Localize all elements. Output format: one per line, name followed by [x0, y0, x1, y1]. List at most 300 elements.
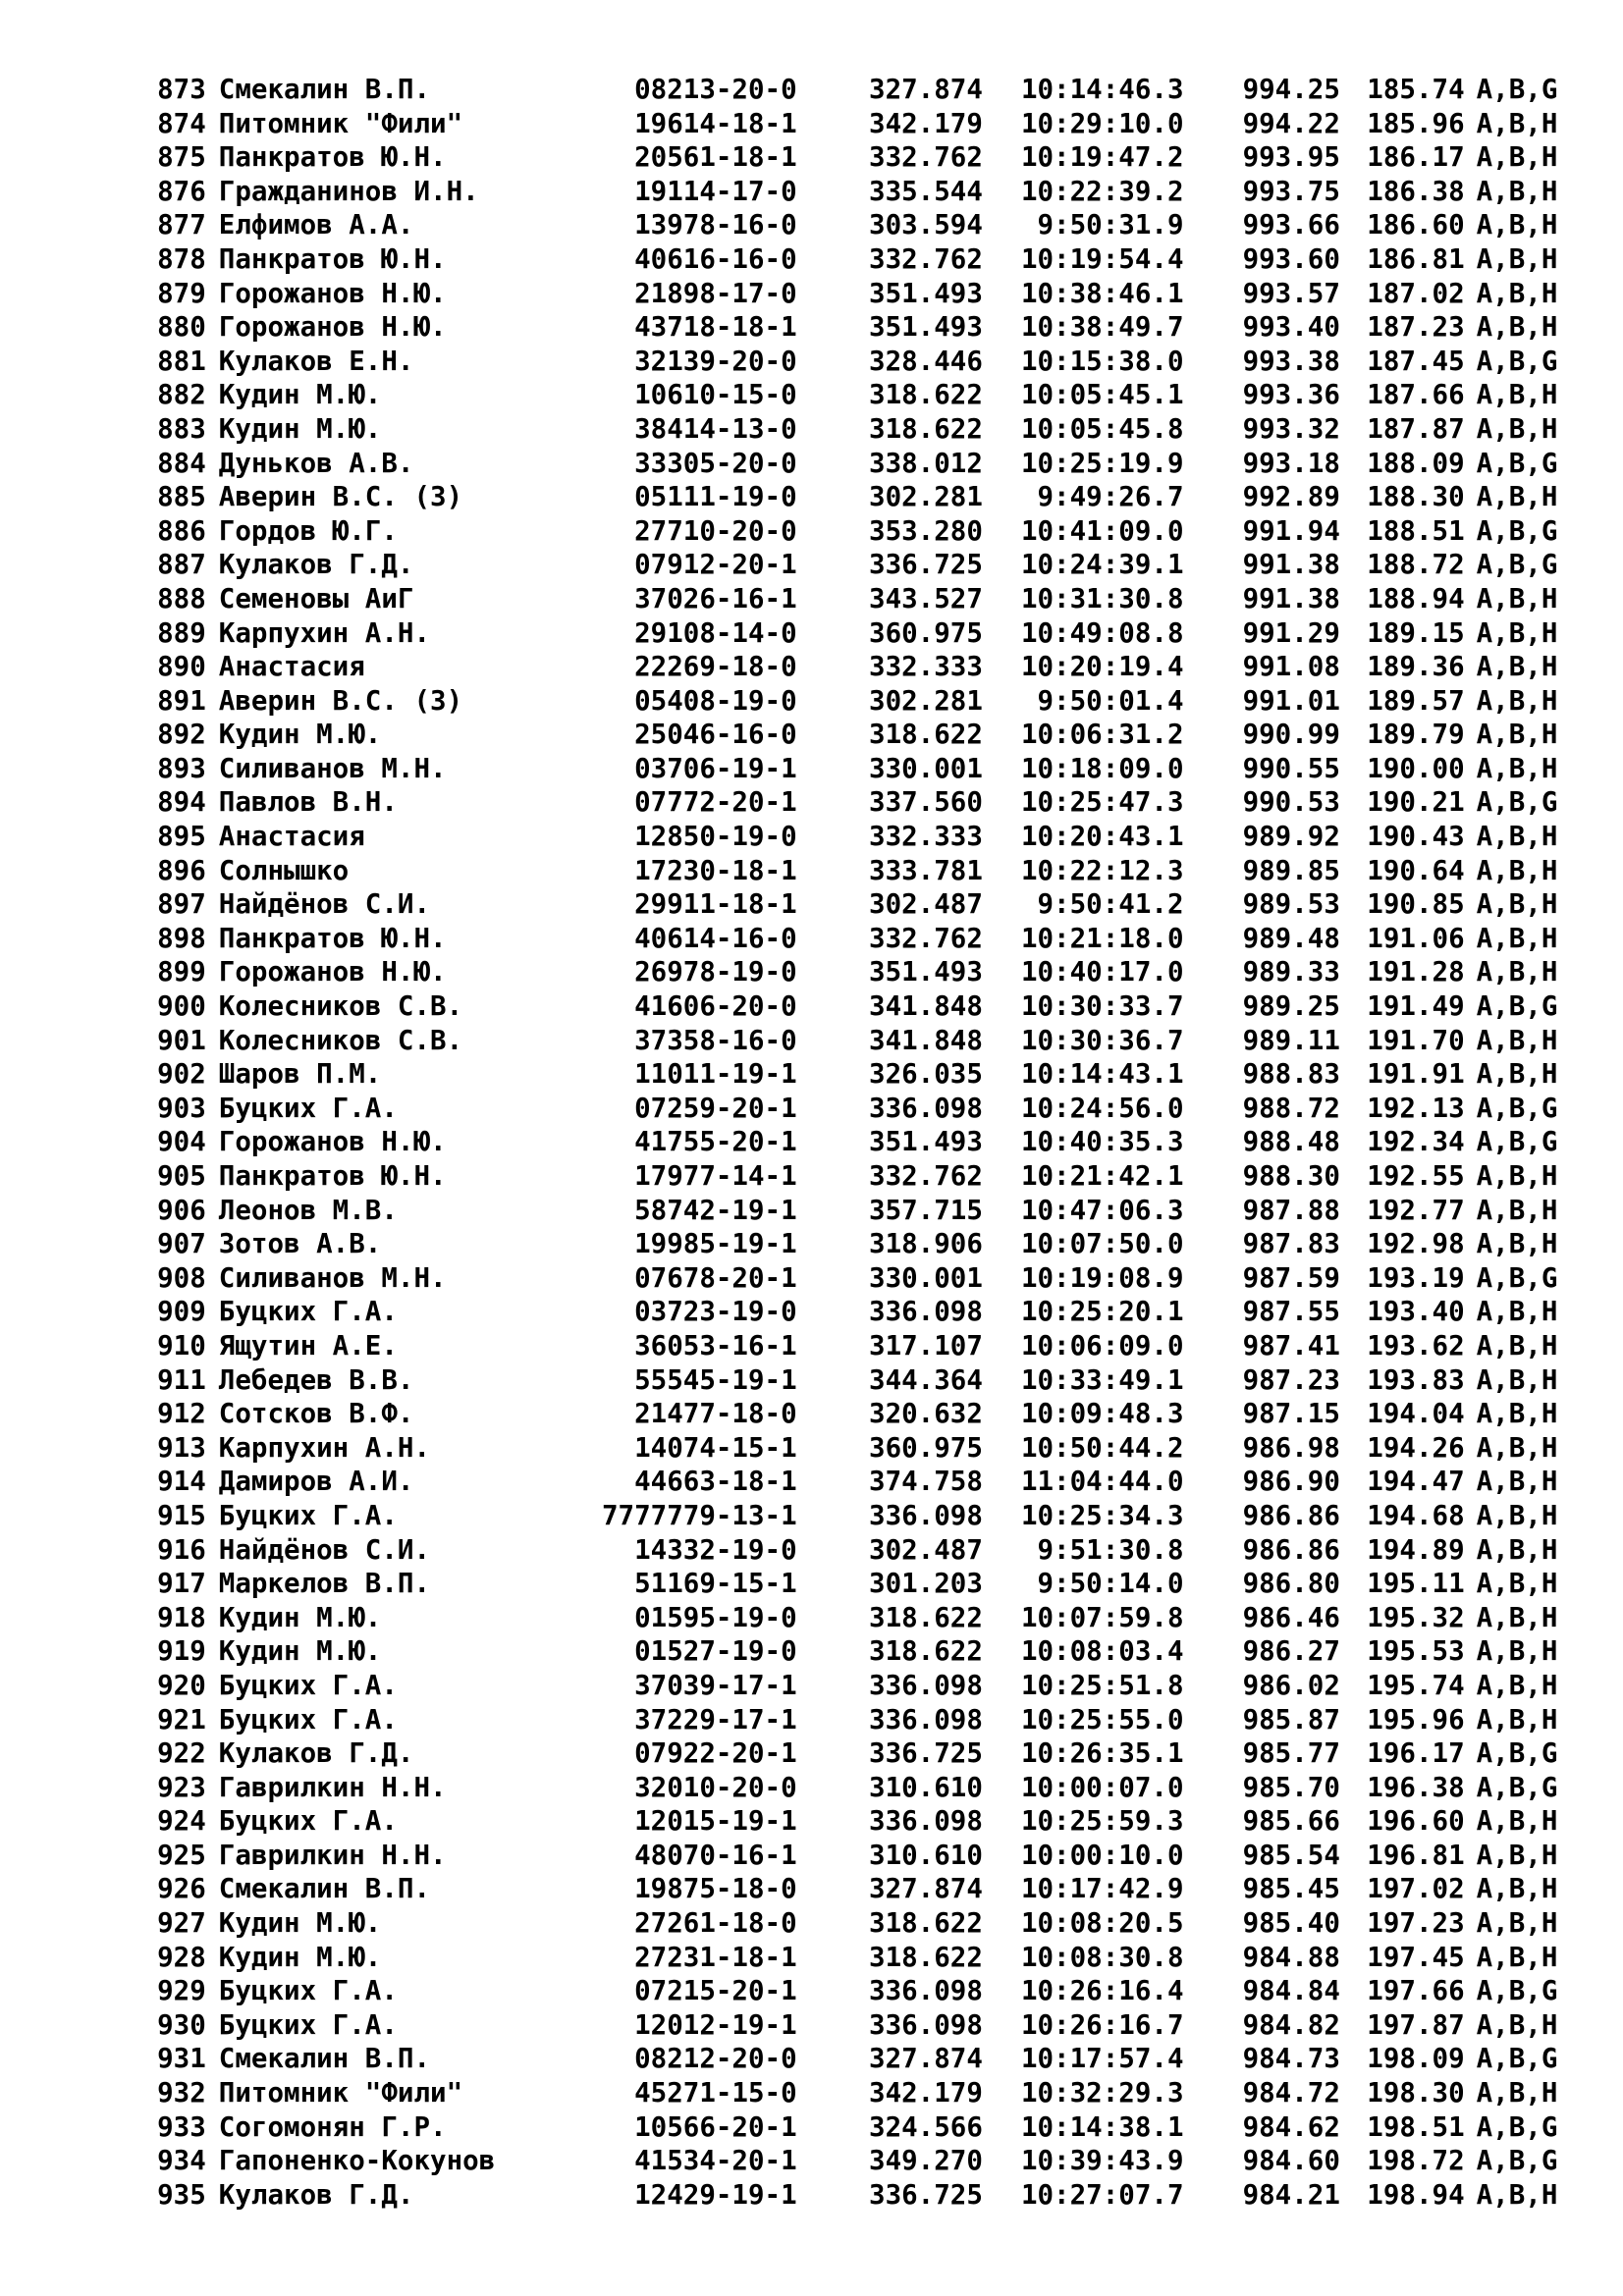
- speed-cell: 991.08: [1242, 651, 1340, 683]
- place-cell: 904: [157, 1126, 206, 1158]
- speed-cell: 991.01: [1242, 684, 1340, 717]
- groups-cell: A,B,H: [1476, 1669, 1558, 1701]
- groups-cell: A,B,H: [1476, 242, 1558, 275]
- coefficient-cell: 194.89: [1367, 1533, 1465, 1566]
- results-body: [137, 73, 1623, 2212]
- speed-cell: 993.66: [1242, 209, 1340, 241]
- distance-cell: 351.493: [869, 277, 983, 309]
- groups-cell: A,B,H: [1476, 481, 1558, 513]
- arrival-time-cell: 10:20:19.4: [1020, 651, 1184, 683]
- coefficient-cell: 198.09: [1367, 2043, 1465, 2075]
- arrival-time-cell: 10:07:50.0: [1020, 1228, 1184, 1260]
- table-row: [137, 242, 1623, 277]
- distance-cell: 332.333: [869, 651, 983, 683]
- distance-cell: 341.848: [869, 990, 983, 1023]
- ring-number-cell: 25046-16-0: [634, 719, 797, 751]
- fancier-name-cell: Буцких Г.А.: [218, 1092, 398, 1124]
- coefficient-cell: 197.66: [1367, 1975, 1465, 2007]
- groups-cell: A,B,G: [1476, 447, 1558, 479]
- arrival-time-cell: 10:26:35.1: [1020, 1737, 1184, 1770]
- ring-number-cell: 55545-19-1: [634, 1363, 797, 1396]
- coefficient-cell: 198.51: [1367, 2110, 1465, 2143]
- table-row: [137, 1974, 1623, 2008]
- ring-number-cell: 19875-18-0: [634, 1873, 797, 1905]
- distance-cell: 317.107: [869, 1329, 983, 1362]
- distance-cell: 318.622: [869, 379, 983, 411]
- table-row: [137, 1329, 1623, 1363]
- groups-cell: A,B,G: [1476, 2110, 1558, 2143]
- table-row: [137, 1295, 1623, 1329]
- place-cell: 911: [157, 1363, 206, 1396]
- distance-cell: 336.725: [869, 2178, 983, 2211]
- arrival-time-cell: 10:00:10.0: [1020, 1839, 1184, 1871]
- coefficient-cell: 191.49: [1367, 990, 1465, 1023]
- distance-cell: 336.098: [869, 1703, 983, 1735]
- coefficient-cell: 187.23: [1367, 311, 1465, 344]
- distance-cell: 335.544: [869, 175, 983, 207]
- coefficient-cell: 194.47: [1367, 1466, 1465, 1498]
- speed-cell: 986.86: [1242, 1499, 1340, 1531]
- arrival-time-cell: 9:49:26.7: [1037, 481, 1184, 513]
- distance-cell: 326.035: [869, 1058, 983, 1091]
- fancier-name-cell: Гаврилкин Н.Н.: [218, 1839, 447, 1871]
- table-row: [137, 107, 1623, 141]
- groups-cell: A,B,H: [1476, 209, 1558, 241]
- arrival-time-cell: 10:24:39.1: [1020, 549, 1184, 581]
- speed-cell: 985.66: [1242, 1805, 1340, 1838]
- speed-cell: 987.88: [1242, 1194, 1340, 1226]
- speed-cell: 987.59: [1242, 1261, 1340, 1294]
- ring-number-cell: 51169-15-1: [634, 1568, 797, 1600]
- groups-cell: A,B,H: [1476, 1601, 1558, 1633]
- place-cell: 925: [157, 1839, 206, 1871]
- distance-cell: 341.848: [869, 1024, 983, 1056]
- arrival-time-cell: 9:50:01.4: [1037, 684, 1184, 717]
- speed-cell: 993.32: [1242, 412, 1340, 445]
- ring-number-cell: 17977-14-1: [634, 1160, 797, 1192]
- fancier-name-cell: Питомник "Фили": [218, 107, 463, 139]
- place-cell: 896: [157, 854, 206, 886]
- place-cell: 927: [157, 1907, 206, 1940]
- table-row: [137, 1771, 1623, 1805]
- coefficient-cell: 191.06: [1367, 922, 1465, 954]
- distance-cell: 318.622: [869, 719, 983, 751]
- arrival-time-cell: 10:25:34.3: [1020, 1499, 1184, 1531]
- distance-cell: 302.487: [869, 1533, 983, 1566]
- ring-number-cell: 01527-19-0: [634, 1635, 797, 1668]
- distance-cell: 336.098: [869, 1499, 983, 1531]
- speed-cell: 993.57: [1242, 277, 1340, 309]
- fancier-name-cell: Буцких Г.А.: [218, 2008, 398, 2041]
- distance-cell: 336.098: [869, 1975, 983, 2007]
- distance-cell: 351.493: [869, 956, 983, 988]
- speed-cell: 986.90: [1242, 1466, 1340, 1498]
- coefficient-cell: 194.04: [1367, 1398, 1465, 1430]
- table-row: [137, 73, 1623, 107]
- ring-number-cell: 45271-15-0: [634, 2077, 797, 2109]
- table-row: [137, 1465, 1623, 1499]
- place-cell: 914: [157, 1466, 206, 1498]
- groups-cell: A,B,H: [1476, 1160, 1558, 1192]
- arrival-time-cell: 10:09:48.3: [1020, 1398, 1184, 1430]
- fancier-name-cell: Панкратов Ю.Н.: [218, 1160, 447, 1192]
- distance-cell: 357.715: [869, 1194, 983, 1226]
- table-row: [137, 2008, 1623, 2043]
- table-row: [137, 1839, 1623, 1873]
- ring-number-cell: 03723-19-0: [634, 1296, 797, 1328]
- speed-cell: 988.48: [1242, 1126, 1340, 1158]
- arrival-time-cell: 10:25:59.3: [1020, 1805, 1184, 1838]
- groups-cell: A,B,H: [1476, 1194, 1558, 1226]
- groups-cell: A,B,H: [1476, 1296, 1558, 1328]
- table-row: [137, 345, 1623, 379]
- ring-number-cell: 17230-18-1: [634, 854, 797, 886]
- fancier-name-cell: Смекалин В.П.: [218, 1873, 431, 1905]
- coefficient-cell: 197.02: [1367, 1873, 1465, 1905]
- arrival-time-cell: 10:49:08.8: [1020, 616, 1184, 649]
- place-cell: 875: [157, 141, 206, 174]
- coefficient-cell: 186.60: [1367, 209, 1465, 241]
- arrival-time-cell: 10:25:51.8: [1020, 1669, 1184, 1701]
- speed-cell: 989.92: [1242, 821, 1340, 853]
- table-row: [137, 1906, 1623, 1941]
- arrival-time-cell: 10:25:55.0: [1020, 1703, 1184, 1735]
- groups-cell: A,B,G: [1476, 514, 1558, 547]
- place-cell: 877: [157, 209, 206, 241]
- fancier-name-cell: Ящутин А.Е.: [218, 1329, 398, 1362]
- speed-cell: 991.38: [1242, 582, 1340, 614]
- place-cell: 909: [157, 1296, 206, 1328]
- place-cell: 895: [157, 821, 206, 853]
- place-cell: 894: [157, 786, 206, 819]
- fancier-name-cell: Кудин М.Ю.: [218, 1635, 382, 1668]
- coefficient-cell: 193.40: [1367, 1296, 1465, 1328]
- table-row: [137, 447, 1623, 481]
- place-cell: 922: [157, 1737, 206, 1770]
- coefficient-cell: 189.15: [1367, 616, 1465, 649]
- groups-cell: A,B,H: [1476, 107, 1558, 139]
- table-row: [137, 1872, 1623, 1906]
- groups-cell: A,B,H: [1476, 1329, 1558, 1362]
- groups-cell: A,B,G: [1476, 1975, 1558, 2007]
- speed-cell: 992.89: [1242, 481, 1340, 513]
- table-row: [137, 480, 1623, 514]
- coefficient-cell: 188.94: [1367, 582, 1465, 614]
- place-cell: 881: [157, 345, 206, 377]
- fancier-name-cell: Семеновы АиГ: [218, 582, 414, 614]
- speed-cell: 993.40: [1242, 311, 1340, 344]
- groups-cell: A,B,H: [1476, 379, 1558, 411]
- groups-cell: A,B,G: [1476, 1771, 1558, 1803]
- table-row: [137, 1601, 1623, 1635]
- coefficient-cell: 188.30: [1367, 481, 1465, 513]
- table-row: [137, 412, 1623, 447]
- coefficient-cell: 198.30: [1367, 2077, 1465, 2109]
- place-cell: 897: [157, 888, 206, 921]
- distance-cell: 351.493: [869, 1126, 983, 1158]
- coefficient-cell: 192.98: [1367, 1228, 1465, 1260]
- arrival-time-cell: 10:47:06.3: [1020, 1194, 1184, 1226]
- table-row: [137, 140, 1623, 175]
- groups-cell: A,B,H: [1476, 1941, 1558, 1973]
- speed-cell: 991.38: [1242, 549, 1340, 581]
- groups-cell: A,B,H: [1476, 1398, 1558, 1430]
- groups-cell: A,B,H: [1476, 141, 1558, 174]
- ring-number-cell: 27261-18-0: [634, 1907, 797, 1940]
- fancier-name-cell: Шаров П.М.: [218, 1058, 382, 1091]
- ring-number-cell: 10566-20-1: [634, 2110, 797, 2143]
- place-cell: 882: [157, 379, 206, 411]
- speed-cell: 990.53: [1242, 786, 1340, 819]
- fancier-name-cell: Карпухин А.Н.: [218, 616, 431, 649]
- coefficient-cell: 189.79: [1367, 719, 1465, 751]
- coefficient-cell: 187.02: [1367, 277, 1465, 309]
- distance-cell: 330.001: [869, 752, 983, 784]
- distance-cell: 342.179: [869, 107, 983, 139]
- place-cell: 901: [157, 1024, 206, 1056]
- fancier-name-cell: Колесников С.В.: [218, 990, 463, 1023]
- speed-cell: 986.86: [1242, 1533, 1340, 1566]
- ring-number-cell: 01595-19-0: [634, 1601, 797, 1633]
- coefficient-cell: 196.17: [1367, 1737, 1465, 1770]
- coefficient-cell: 192.77: [1367, 1194, 1465, 1226]
- speed-cell: 987.55: [1242, 1296, 1340, 1328]
- ring-number-cell: 12015-19-1: [634, 1805, 797, 1838]
- coefficient-cell: 195.74: [1367, 1669, 1465, 1701]
- speed-cell: 994.25: [1242, 74, 1340, 105]
- speed-cell: 993.18: [1242, 447, 1340, 479]
- table-row: [137, 175, 1623, 209]
- ring-number-cell: 7777779-13-1: [601, 1499, 797, 1531]
- ring-number-cell: 12012-19-1: [634, 2008, 797, 2041]
- arrival-time-cell: 10:39:43.9: [1020, 2145, 1184, 2177]
- fancier-name-cell: Зотов А.В.: [218, 1228, 382, 1260]
- table-row: [137, 684, 1623, 719]
- arrival-time-cell: 10:17:57.4: [1020, 2043, 1184, 2075]
- ring-number-cell: 32139-20-0: [634, 345, 797, 377]
- coefficient-cell: 191.28: [1367, 956, 1465, 988]
- fancier-name-cell: Питомник "Фили": [218, 2077, 463, 2109]
- place-cell: 903: [157, 1092, 206, 1124]
- place-cell: 885: [157, 481, 206, 513]
- groups-cell: A,B,H: [1476, 651, 1558, 683]
- arrival-time-cell: 10:19:08.9: [1020, 1261, 1184, 1294]
- speed-cell: 993.60: [1242, 242, 1340, 275]
- arrival-time-cell: 10:15:38.0: [1020, 345, 1184, 377]
- coefficient-cell: 195.96: [1367, 1703, 1465, 1735]
- arrival-time-cell: 9:50:14.0: [1037, 1568, 1184, 1600]
- table-row: [137, 378, 1623, 412]
- place-cell: 873: [157, 74, 206, 105]
- arrival-time-cell: 10:06:09.0: [1020, 1329, 1184, 1362]
- fancier-name-cell: Кудин М.Ю.: [218, 1907, 382, 1940]
- speed-cell: 986.98: [1242, 1431, 1340, 1464]
- ring-number-cell: 07215-20-1: [634, 1975, 797, 2007]
- ring-number-cell: 07922-20-1: [634, 1737, 797, 1770]
- fancier-name-cell: Панкратов Ю.Н.: [218, 242, 447, 275]
- coefficient-cell: 198.72: [1367, 2145, 1465, 2177]
- speed-cell: 989.33: [1242, 956, 1340, 988]
- ring-number-cell: 19114-17-0: [634, 175, 797, 207]
- fancier-name-cell: Буцких Г.А.: [218, 1975, 398, 2007]
- groups-cell: A,B,H: [1476, 412, 1558, 445]
- fancier-name-cell: Кудин М.Ю.: [218, 412, 382, 445]
- results-table: [137, 73, 1623, 2212]
- groups-cell: A,B,H: [1476, 616, 1558, 649]
- table-row: [137, 1567, 1623, 1601]
- table-row: [137, 2110, 1623, 2145]
- groups-cell: A,B,H: [1476, 1058, 1558, 1091]
- groups-cell: A,B,H: [1476, 175, 1558, 207]
- place-cell: 907: [157, 1228, 206, 1260]
- coefficient-cell: 188.09: [1367, 447, 1465, 479]
- coefficient-cell: 196.38: [1367, 1771, 1465, 1803]
- ring-number-cell: 41755-20-1: [634, 1126, 797, 1158]
- speed-cell: 986.46: [1242, 1601, 1340, 1633]
- arrival-time-cell: 10:20:43.1: [1020, 821, 1184, 853]
- fancier-name-cell: Леонов М.В.: [218, 1194, 398, 1226]
- coefficient-cell: 196.81: [1367, 1839, 1465, 1871]
- distance-cell: 336.098: [869, 2008, 983, 2041]
- distance-cell: 332.762: [869, 242, 983, 275]
- speed-cell: 984.72: [1242, 2077, 1340, 2109]
- groups-cell: A,B,H: [1476, 582, 1558, 614]
- speed-cell: 993.75: [1242, 175, 1340, 207]
- groups-cell: A,B,H: [1476, 277, 1558, 309]
- coefficient-cell: 189.57: [1367, 684, 1465, 717]
- arrival-time-cell: 10:05:45.1: [1020, 379, 1184, 411]
- groups-cell: A,B,G: [1476, 1737, 1558, 1770]
- distance-cell: 318.906: [869, 1228, 983, 1260]
- place-cell: 915: [157, 1499, 206, 1531]
- speed-cell: 984.21: [1242, 2178, 1340, 2211]
- speed-cell: 985.54: [1242, 1839, 1340, 1871]
- groups-cell: A,B,G: [1476, 990, 1558, 1023]
- arrival-time-cell: 10:21:18.0: [1020, 922, 1184, 954]
- groups-cell: A,B,G: [1476, 549, 1558, 581]
- place-cell: 916: [157, 1533, 206, 1566]
- table-row: [137, 650, 1623, 684]
- fancier-name-cell: Кулаков Г.Д.: [218, 549, 414, 581]
- table-row: [137, 208, 1623, 242]
- arrival-time-cell: 10:32:29.3: [1020, 2077, 1184, 2109]
- arrival-time-cell: 10:05:45.8: [1020, 412, 1184, 445]
- groups-cell: A,B,G: [1476, 786, 1558, 819]
- groups-cell: A,B,H: [1476, 1805, 1558, 1838]
- table-row: [137, 922, 1623, 956]
- place-cell: 930: [157, 2008, 206, 2041]
- speed-cell: 986.27: [1242, 1635, 1340, 1668]
- distance-cell: 302.281: [869, 684, 983, 717]
- ring-number-cell: 37358-16-0: [634, 1024, 797, 1056]
- fancier-name-cell: Гапоненко-Кокунов: [218, 2145, 496, 2177]
- arrival-time-cell: 10:25:19.9: [1020, 447, 1184, 479]
- ring-number-cell: 36053-16-1: [634, 1329, 797, 1362]
- arrival-time-cell: 10:19:47.2: [1020, 141, 1184, 174]
- coefficient-cell: 187.87: [1367, 412, 1465, 445]
- ring-number-cell: 27231-18-1: [634, 1941, 797, 1973]
- coefficient-cell: 191.70: [1367, 1024, 1465, 1056]
- place-cell: 876: [157, 175, 206, 207]
- groups-cell: A,B,H: [1476, 1228, 1558, 1260]
- groups-cell: A,B,H: [1476, 2077, 1558, 2109]
- ring-number-cell: 05111-19-0: [634, 481, 797, 513]
- groups-cell: A,B,G: [1476, 2043, 1558, 2075]
- ring-number-cell: 48070-16-1: [634, 1839, 797, 1871]
- speed-cell: 984.88: [1242, 1941, 1340, 1973]
- place-cell: 888: [157, 582, 206, 614]
- speed-cell: 987.15: [1242, 1398, 1340, 1430]
- speed-cell: 991.94: [1242, 514, 1340, 547]
- table-row: [137, 1227, 1623, 1261]
- groups-cell: A,B,H: [1476, 1568, 1558, 1600]
- place-cell: 931: [157, 2043, 206, 2075]
- groups-cell: A,B,G: [1476, 1126, 1558, 1158]
- fancier-name-cell: Горожанов Н.Ю.: [218, 956, 447, 988]
- distance-cell: 338.012: [869, 447, 983, 479]
- distance-cell: 302.487: [869, 888, 983, 921]
- coefficient-cell: 188.72: [1367, 549, 1465, 581]
- table-row: [137, 1024, 1623, 1058]
- place-cell: 917: [157, 1568, 206, 1600]
- arrival-time-cell: 10:31:30.8: [1020, 582, 1184, 614]
- speed-cell: 986.02: [1242, 1669, 1340, 1701]
- speed-cell: 989.53: [1242, 888, 1340, 921]
- distance-cell: 333.781: [869, 854, 983, 886]
- arrival-time-cell: 11:04:44.0: [1020, 1466, 1184, 1498]
- speed-cell: 987.23: [1242, 1363, 1340, 1396]
- arrival-time-cell: 10:25:20.1: [1020, 1296, 1184, 1328]
- fancier-name-cell: Гражданинов И.Н.: [218, 175, 479, 207]
- arrival-time-cell: 10:40:35.3: [1020, 1126, 1184, 1158]
- distance-cell: 318.622: [869, 1635, 983, 1668]
- arrival-time-cell: 10:19:54.4: [1020, 242, 1184, 275]
- table-row: [137, 2178, 1623, 2213]
- table-row: [137, 548, 1623, 582]
- arrival-time-cell: 10:18:09.0: [1020, 752, 1184, 784]
- fancier-name-cell: Аверин В.С. (З): [218, 481, 463, 513]
- groups-cell: A,B,H: [1476, 854, 1558, 886]
- distance-cell: 301.203: [869, 1568, 983, 1600]
- ring-number-cell: 40616-16-0: [634, 242, 797, 275]
- table-row: [137, 1431, 1623, 1466]
- coefficient-cell: 185.96: [1367, 107, 1465, 139]
- coefficient-cell: 190.64: [1367, 854, 1465, 886]
- table-row: [137, 1092, 1623, 1126]
- fancier-name-cell: Кулаков Г.Д.: [218, 2178, 414, 2211]
- groups-cell: A,B,H: [1476, 1873, 1558, 1905]
- table-row: [137, 1159, 1623, 1194]
- fancier-name-cell: Горожанов Н.Ю.: [218, 1126, 447, 1158]
- fancier-name-cell: Горожанов Н.Ю.: [218, 311, 447, 344]
- ring-number-cell: 33305-20-0: [634, 447, 797, 479]
- fancier-name-cell: Согомонян Г.Р.: [218, 2110, 447, 2143]
- place-cell: 908: [157, 1261, 206, 1294]
- speed-cell: 988.83: [1242, 1058, 1340, 1091]
- ring-number-cell: 13978-16-0: [634, 209, 797, 241]
- arrival-time-cell: 10:08:03.4: [1020, 1635, 1184, 1668]
- distance-cell: 337.560: [869, 786, 983, 819]
- ring-number-cell: 03706-19-1: [634, 752, 797, 784]
- groups-cell: A,B,H: [1476, 956, 1558, 988]
- fancier-name-cell: Найдёнов С.И.: [218, 888, 431, 921]
- speed-cell: 990.55: [1242, 752, 1340, 784]
- arrival-time-cell: 10:22:12.3: [1020, 854, 1184, 886]
- fancier-name-cell: Аверин В.С. (З): [218, 684, 463, 717]
- coefficient-cell: 195.11: [1367, 1568, 1465, 1600]
- table-row: [137, 2144, 1623, 2178]
- coefficient-cell: 192.55: [1367, 1160, 1465, 1192]
